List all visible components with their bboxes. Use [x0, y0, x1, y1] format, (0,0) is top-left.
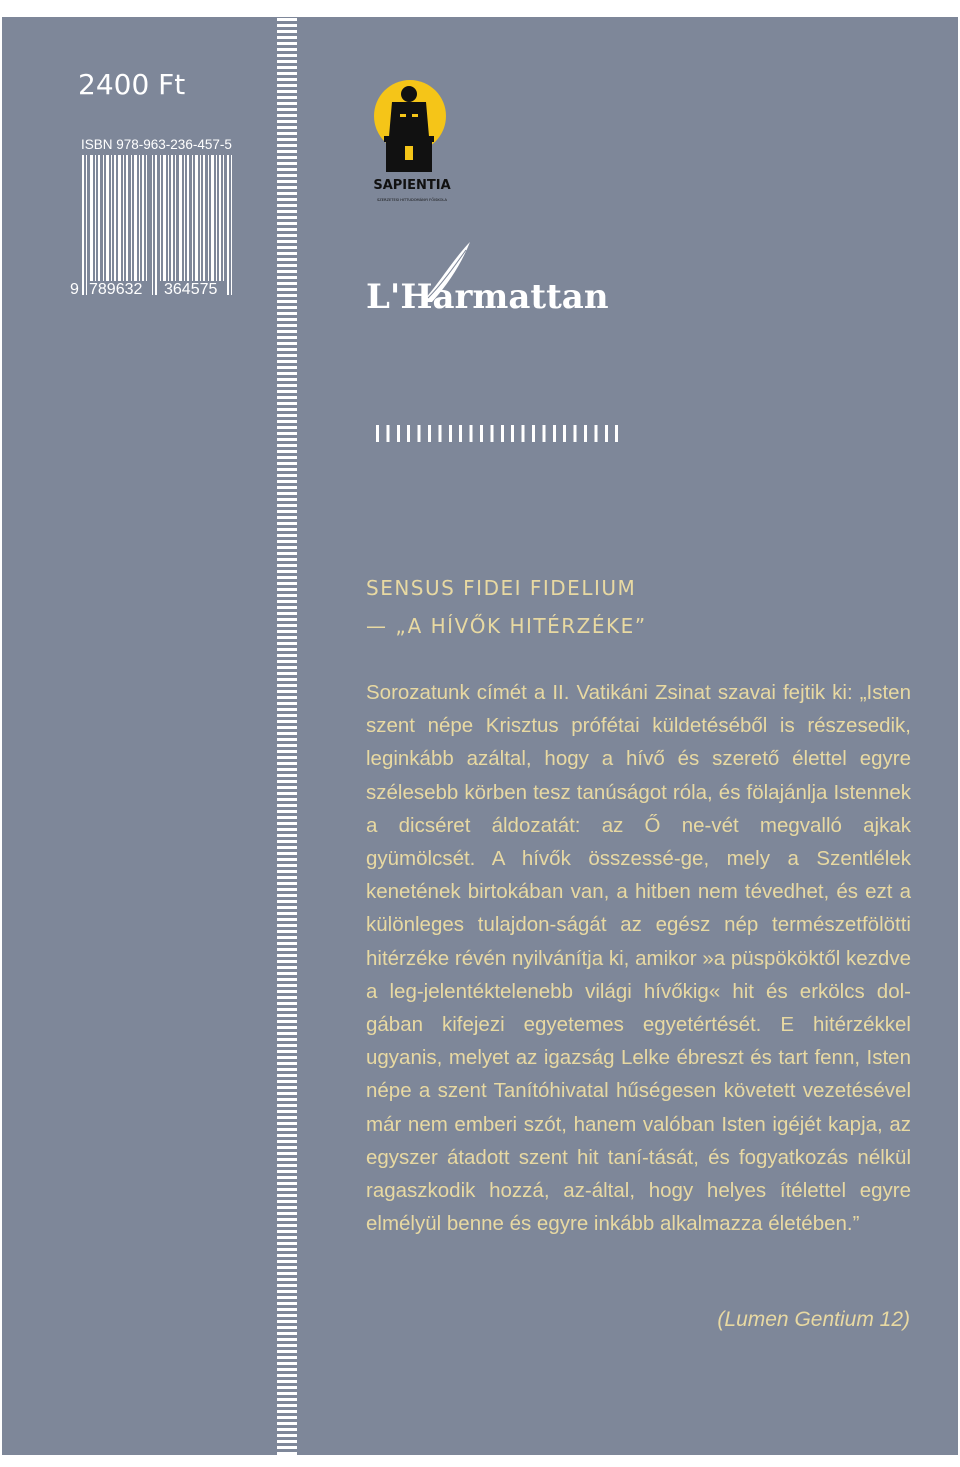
isbn-barcode	[70, 155, 236, 300]
spine-dashed-rule	[277, 18, 297, 1455]
barcode-group-1: 789632	[89, 281, 143, 298]
barcode-group-2: 364575	[164, 281, 218, 298]
series-title: SENSUS FIDEI FIDELIUM	[366, 576, 637, 600]
decorative-tick-row	[376, 425, 624, 442]
citation: (Lumen Gentium 12)	[717, 1308, 910, 1331]
isbn-label: ISBN 978-963-236-457-5	[81, 137, 232, 152]
series-subtitle: — „A HÍVŐK HITÉRZÉKE”	[366, 614, 647, 638]
sapientia-subtitle: SZERZETESI HITTUDOMÁNYI FŐISKOLA	[377, 198, 447, 202]
price-label: 2400 Ft	[78, 68, 186, 101]
harmattan-logo	[366, 238, 609, 318]
blurb-paragraph: Sorozatunk címét a II. Vatikáni Zsinat szavai fejtik ki: „Isten szent népe Krisztus prófétai küldetéséből is részesedik, leginkább azáltal, hogy a hívő és szerető élettel egyre szélesebb körben tesz tanúságot róla, és fölajánlja Istennek a dicséret áldozatát: az Ő ne-vét megvalló ajkak gyümölcsét. A hívők összessé-ge, mely a Szentlélek kenetének birtokában van, a hitben nem tévedhet, és ezt a különleges tulajdon-ságát az egész nép természetfölötti hitérzéke révén nyilvánítja ki, amikor »a püspököktől kezdve a leg-jelentéktelenebb világi hívőkig« hit és erkölcs dol-gában kifejezi egyetemes egyetértését. E hitérzékkel ugyanis, melyet az igazság Lelke ébreszt és tart fenn, Isten népe a szent Tanítóhivatal hűségesen követett vezetésével már nem emberi szót, hanem valóban Isten igéjét kapja, az egyszer átadott szent hit taní-tását, és fogyatkozás nélkül ragaszkodik hozzá, az-által, hogy helyes ítélettel egyre elmélyül benne és egyre inkább alkalmazza életében.”	[366, 681, 911, 1236]
barcode-first-digit: 9	[70, 281, 79, 298]
harmattan-name: L'Harmattan	[366, 277, 609, 317]
sapientia-logo	[364, 76, 460, 208]
sapientia-name: SAPIENTIA	[373, 178, 451, 193]
